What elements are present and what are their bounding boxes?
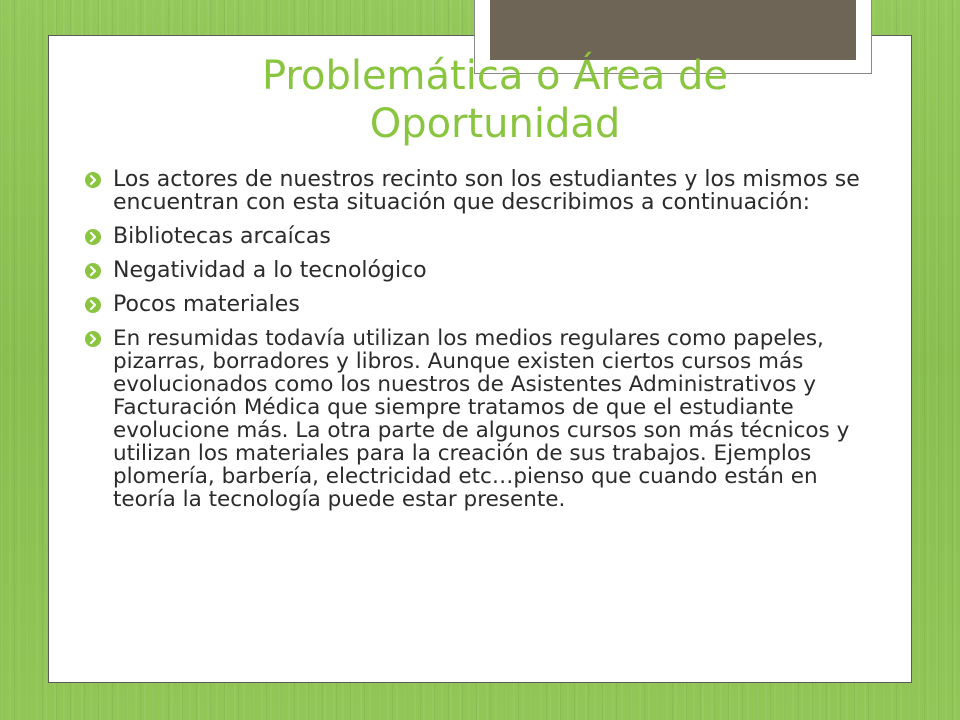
- bullet-item: [85, 293, 885, 316]
- bullet-text: Pocos materiales: [113, 292, 300, 317]
- bullet-item: [85, 327, 885, 511]
- chevron-right-circle-icon: [85, 263, 101, 279]
- chevron-right-circle-icon: [85, 297, 101, 313]
- bullet-text: En resumidas todavía utilizan los medios regulares como papeles, pizarras, borradores y libros. Aunque existen ciertos cursos más evolucionados como los nuestros de Asistentes Administrativos y Facturación Médica que siempre tratamos de que el estudiante evolucione más. La otra parte de algunos cursos son más técnicos y utilizan los materiales para la creación de sus trabajos. Ejemplos plomería, barbería, electricidad etc…pienso que cuando están en teoría la tecnología puede estar presente.: [113, 326, 850, 512]
- slide-title-line-1: Problemática o Área de: [261, 53, 728, 99]
- bullet-text: Negatividad a lo tecnológico: [113, 258, 427, 283]
- chevron-right-circle-icon: [85, 229, 101, 245]
- slide-title-line-2: Oportunidad: [369, 101, 621, 147]
- bullet-item: [85, 168, 885, 214]
- bullet-text: Los actores de nuestros recinto son los estudiantes y los mismos se encuentran con esta situación que describimos a continuación:: [113, 167, 860, 215]
- bullet-item: [85, 259, 885, 282]
- bullet-item: [85, 225, 885, 248]
- chevron-right-circle-icon: [85, 172, 101, 188]
- bullet-list: [85, 168, 885, 522]
- slide-title: [150, 52, 840, 148]
- chevron-right-circle-icon: [85, 331, 101, 347]
- bullet-text: Bibliotecas arcaícas: [113, 224, 331, 249]
- decorative-tab: [490, 0, 856, 60]
